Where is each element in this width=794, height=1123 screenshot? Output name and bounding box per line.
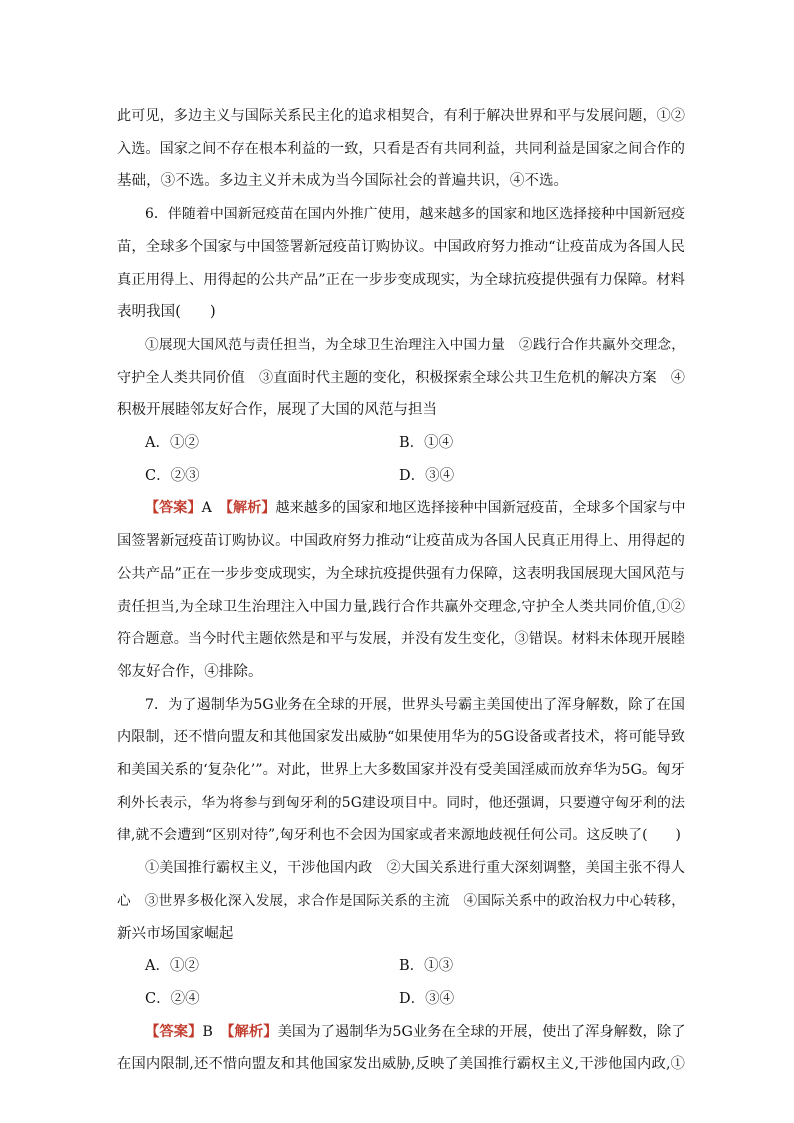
- answer-tag: 【答案】: [145, 500, 202, 517]
- answer-analysis: [117, 1016, 685, 1081]
- text-line: 积极开展睦邻友好合作，展现了大国的风范与担当: [117, 402, 438, 419]
- text-line: 此可见，多边主义与国际关系民主化的追求相契合，有利于解决世界和平与发展问题，①②: [117, 108, 685, 124]
- answer-analysis: [117, 492, 685, 688]
- option-a: A．①②: [145, 435, 199, 452]
- analysis-tag: 【解析】: [227, 1023, 278, 1040]
- text-line: 心 ③世界多极化深入发展，求合作是国际关系的主流 ④国际关系中的政治权力中心转移，: [117, 892, 685, 909]
- text-line: 国签署新冠疫苗订购协议。中国政府努力推动“让疫苗成为各国人民真正用得上、用得起的: [117, 533, 685, 550]
- statement-items: [117, 329, 685, 427]
- text-line: 苗，全球多个国家与中国签署新冠疫苗订购协议。中国政府努力推动“让疫苗成为各国人民: [117, 238, 685, 255]
- option-a: A．①②: [145, 958, 199, 975]
- answer-tag: 【答案】: [145, 1023, 203, 1040]
- text-line: 公共产品”正在一步步变成现实，为全球抗疫提供强有力保障，这表明我国展现大国风范与: [117, 565, 685, 582]
- text-line: 责任担当,为全球卫生治理注入中国力量,践行合作共赢外交理念,守护全人类共同价值,①②: [117, 598, 685, 615]
- option-c: C．②③: [145, 467, 200, 484]
- option-d: D．③④: [399, 990, 455, 1007]
- answer-value: B: [202, 1023, 213, 1040]
- option-c: C．②④: [145, 990, 200, 1007]
- question-stem: [117, 689, 685, 853]
- options-row: [117, 983, 685, 1016]
- document-page: [117, 100, 685, 1081]
- option-d: D．③④: [399, 467, 455, 484]
- text-line: 邻友好合作，④排除。: [117, 663, 263, 680]
- text-line: 7．为了遏制华为5G业务在全球的开展，世界头号霸主美国使出了浑身解数，除了在国: [145, 696, 685, 713]
- text-line: ①美国推行霸权主义，干涉他国内政 ②大国关系进行重大深刻调整，美国主张不得人: [145, 860, 685, 877]
- question-6: [117, 198, 685, 689]
- analysis-text: 越来越多的国家和地区选择接种中国新冠疫苗，全球多个国家与中: [275, 500, 686, 517]
- option-b: B．①④: [399, 435, 454, 452]
- text-line: 基础，③不选。多边主义并未成为当今国际社会的普遍共识，④不选。: [117, 173, 569, 190]
- text-line: ①展现大国风范与责任担当，为全球卫生治理注入中国力量 ②践行合作共赢外交理念，: [145, 336, 685, 353]
- question-7: [117, 689, 685, 1081]
- intro-paragraph: [117, 100, 685, 198]
- statement-items: [117, 852, 685, 950]
- answer-line: [117, 492, 685, 525]
- text-line: 和美国关系的‘复杂化’”。对此，世界上大多数国家并没有受美国淫威而放弃华为5G。匈牙: [117, 762, 685, 779]
- text-line: 表明我国( ): [117, 304, 216, 321]
- answer-value: A: [201, 500, 212, 517]
- analysis-text: 美国为了遏制华为5G业务在全球的开展，使出了浑身解数，除了: [277, 1023, 686, 1040]
- text-line: 在国内限制,还不惜向盟友和其他国家发出威胁,反映了美国推行霸权主义,干涉他国内政,①: [117, 1056, 685, 1073]
- option-b: B．①③: [399, 958, 454, 975]
- text-line: 利外长表示，华为将参与到匈牙利的5G建设项目中。同时，他还强调，只要遵守匈牙利的法: [117, 794, 685, 811]
- options-row: [117, 427, 685, 460]
- text-line: 律,就不会遭到“区别对待”,匈牙利也不会因为国家或者来源地歧视任何公司。这反映了( ): [117, 827, 681, 844]
- text-line: 符合题意。当今时代主题依然是和平与发展，并没有发生变化，③错误。材料未体现开展睦: [117, 631, 685, 648]
- options-row: [117, 460, 685, 493]
- text-line: 新兴市场国家崛起: [117, 925, 234, 942]
- text-line: 内限制，还不惜向盟友和其他国家发出威胁“如果使用华为的5G设备或者技术，将可能导致: [117, 729, 685, 746]
- answer-line: [117, 1016, 685, 1049]
- text-line: 入选。国家之间不存在根本利益的一致，只看是否有共同利益，共同利益是国家之间合作的: [117, 140, 685, 157]
- text-line: 真正用得上、用得起的公共产品”正在一步步变成现实，为全球抗疫提供强有力保障。材料: [117, 271, 685, 288]
- text-line: 守护全人类共同价值 ③直面时代主题的变化，积极探索全球公共卫生危机的解决方案 ④: [117, 369, 685, 386]
- analysis-tag: 【解析】: [225, 500, 276, 517]
- options-row: [117, 950, 685, 983]
- text-line: 6．伴随着中国新冠疫苗在国内外推广使用，越来越多的国家和地区选择接种中国新冠疫: [145, 206, 685, 223]
- question-stem: [117, 198, 685, 329]
